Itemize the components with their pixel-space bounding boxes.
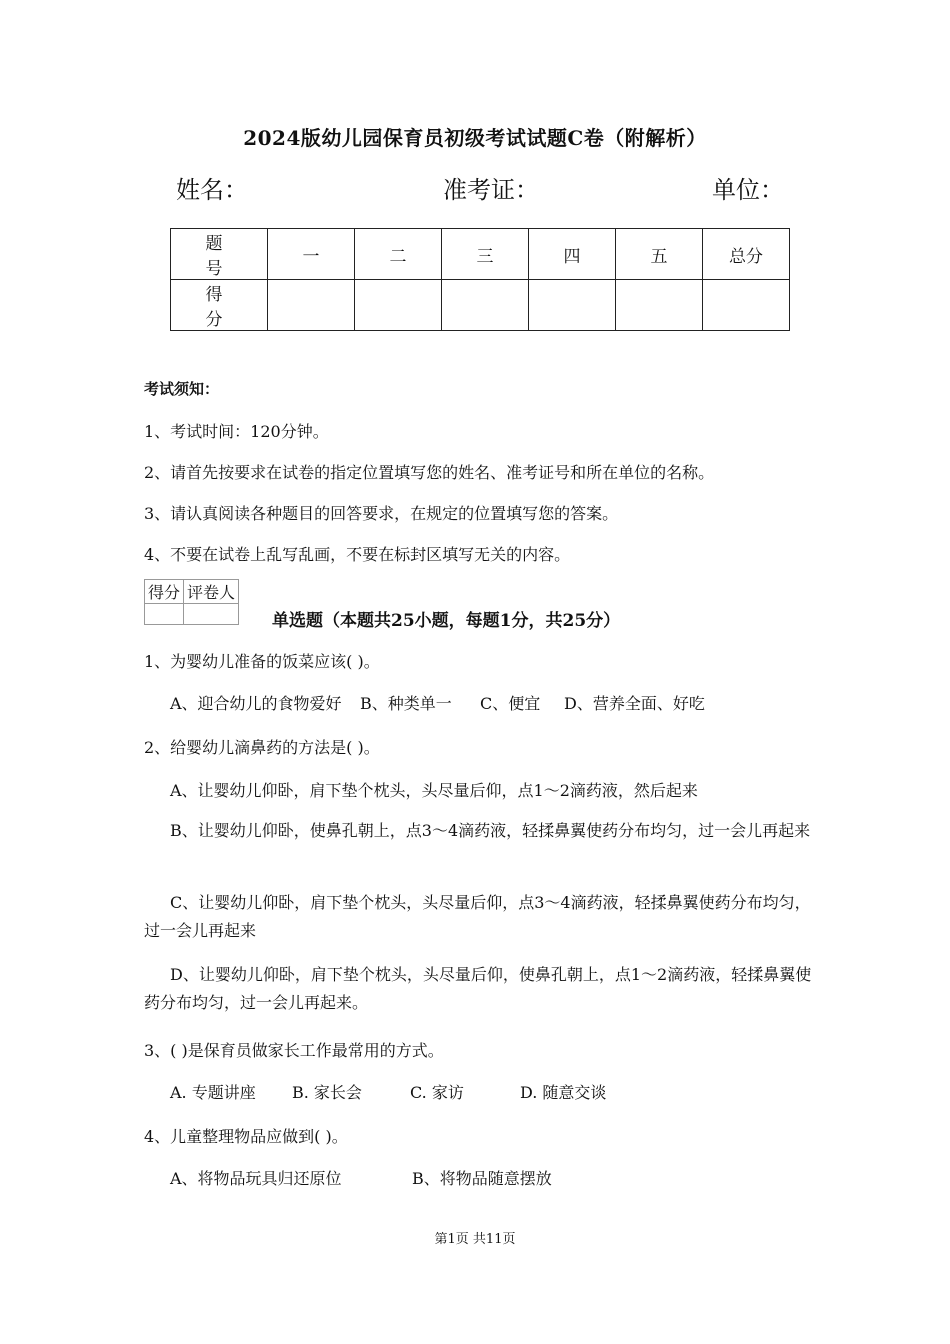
score-table-score-label: 得 分 [171,280,268,331]
option-a[interactable]: A、迎合幼儿的食物爱好 [170,694,342,713]
page-footer: 第1页 共11页 [434,1232,516,1247]
option-b[interactable]: B. 家长会 [292,1083,362,1102]
score-cell[interactable] [442,280,529,331]
score-table-header-cell: 总分 [703,229,790,280]
section-heading: 单选题（本题共25小题，每题1分，共25分） [272,611,621,631]
question-stem: 3、( )是保育员做家长工作最常用的方式。 [144,1041,444,1060]
score-table-header-cell: 题 号 [171,229,268,280]
option-a[interactable]: A. 专题讲座 [170,1083,256,1102]
notice-item: 2、请首先按要求在试卷的指定位置填写您的姓名、准考证号和所在单位的名称。 [144,463,715,482]
grader-reviewer-label: 评卷人 [184,580,239,604]
question-stem: 2、给婴幼儿滴鼻药的方法是( )。 [144,738,380,757]
option-a[interactable]: A、将物品玩具归还原位 [170,1169,342,1188]
score-table-header-row [171,229,790,280]
grader-score-cell[interactable] [145,604,184,625]
option-b[interactable]: B、种类单一 [360,694,452,713]
option-a[interactable]: A、让婴幼儿仰卧，肩下垫个枕头，头尽量后仰，点1～2滴药液，然后起来 [170,781,698,800]
name-label: 姓名： [176,176,248,204]
question-options [170,691,705,714]
option-c[interactable]: C. 家访 [410,1083,464,1102]
option-c[interactable]: C、便宜 [480,694,541,713]
grader-reviewer-cell[interactable] [184,604,239,625]
option-b[interactable]: B、让婴幼儿仰卧，使鼻孔朝上，点3～4滴药液，轻揉鼻翼使药分布均匀，过一会儿再起来 [170,821,811,840]
question-stem: 1、为婴幼儿准备的饭菜应该( )。 [144,652,380,671]
page-title: 2024版幼儿园保育员初级考试试题C卷（附解析） [243,126,707,150]
score-table-header-cell: 五 [616,229,703,280]
notice-heading: 考试须知： [144,380,220,398]
question-stem: 4、儿童整理物品应做到( )。 [144,1127,348,1146]
score-cell[interactable] [355,280,442,331]
score-table-score-row [171,280,790,331]
option-d[interactable]: D. 随意交谈 [520,1083,607,1102]
grader-score-label: 得分 [145,580,184,604]
option-d[interactable]: D、让婴幼儿仰卧，肩下垫个枕头，头尽量后仰，使鼻孔朝上，点1～2滴药液，轻揉鼻翼使药分布均匀，过一会儿再起来。 [144,965,812,1012]
option-c[interactable]: C、让婴幼儿仰卧，肩下垫个枕头，头尽量后仰，点3～4滴药液，轻揉鼻翼使药分布均匀，过一会儿再起来 [144,893,811,940]
score-table [170,228,790,331]
unit-label: 单位： [712,176,784,204]
exam-number-label: 准考证： [443,176,539,204]
option-d[interactable]: D、营养全面、好吃 [564,694,705,713]
score-cell[interactable] [268,280,355,331]
notice-item: 1、考试时间：120分钟。 [144,422,329,441]
notice-item: 3、请认真阅读各种题目的回答要求，在规定的位置填写您的答案。 [144,504,619,523]
question-options [170,1166,552,1189]
option-b[interactable]: B、将物品随意摆放 [412,1169,552,1188]
score-table-header-cell: 二 [355,229,442,280]
question-options [170,1080,606,1103]
grader-box [144,579,239,625]
score-cell[interactable] [703,280,790,331]
score-table-header-cell: 三 [442,229,529,280]
score-cell[interactable] [616,280,703,331]
score-cell[interactable] [529,280,616,331]
score-table-header-cell: 四 [529,229,616,280]
score-table-header-cell: 一 [268,229,355,280]
notice-item: 4、不要在试卷上乱写乱画，不要在标封区填写无关的内容。 [144,545,571,564]
